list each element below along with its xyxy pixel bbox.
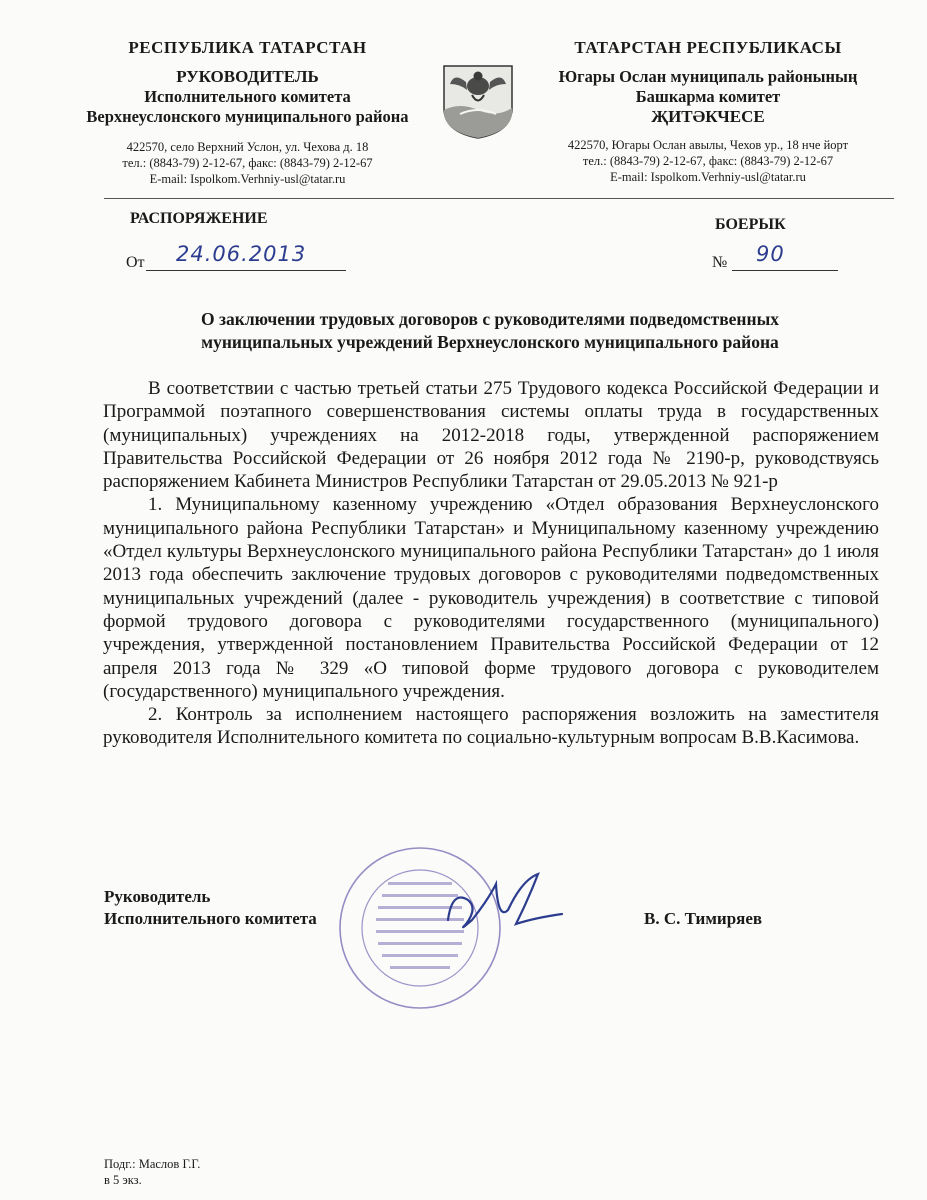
footer-copies: в 5 экз. [104, 1173, 142, 1187]
signature-position [104, 886, 317, 930]
header-right-email: E-mail: Ispolkom.Verhniy-usl@tatar.ru [610, 170, 806, 184]
header-left-head-title: РУКОВОДИТЕЛЬ [176, 67, 319, 86]
header-left-committee-2: Верхнеуслонского муниципального района [86, 107, 409, 126]
signature-name: В. С. Тимиряев [644, 909, 763, 928]
number-value: 90 [756, 242, 785, 266]
header-right-committee: Башкарма комитет [635, 87, 781, 106]
number-label: № [712, 254, 728, 271]
date-label: От [126, 254, 145, 271]
title-line-1: О заключении трудовых договоров с руководителями подведомственных [200, 309, 779, 329]
footer [104, 1156, 200, 1188]
coat-of-arms-emblem [440, 62, 516, 140]
date-underline [146, 270, 346, 271]
doc-kind-ru: РАСПОРЯЖЕНИЕ [130, 210, 268, 227]
doc-kind-tt: БОЕРЫК [715, 216, 786, 233]
document-body [103, 377, 879, 750]
number-underline [732, 270, 838, 271]
title-line-2: муниципальных учреждений Верхнеуслонского муниципального района [201, 332, 779, 352]
header-right-republic: ТАТАРСТАН РЕСПУБЛИКАСЫ [574, 38, 842, 57]
signature-position-line-1: Руководитель [104, 887, 211, 906]
header-left-email: E-mail: Ispolkom.Verhniy-usl@tatar.ru [149, 172, 346, 186]
signature-position-line-2: Исполнительного комитета [104, 909, 317, 928]
footer-prepared-by: Подг.: Маслов Г.Г. [104, 1157, 201, 1171]
header-left-committee-1: Исполнительного комитета [144, 87, 351, 106]
body-paragraph-item-2: 2. Контроль за исполнением настоящего распоряжения возложить на заместителя руководителя Исполнительного комитета по социально-культурным вопросам В.В.Касимова. [103, 704, 879, 749]
header-left-republic: РЕСПУБЛИКА ТАТАРСТАН [128, 38, 367, 57]
header-left-address: 422570, село Верхний Услон, ул. Чехова д. 18 [126, 140, 369, 154]
date-value: 24.06.2013 [176, 242, 307, 266]
header-right-head-title: ҖИТӘКЧЕСЕ [651, 107, 765, 126]
header-right-address: 422570, Югары Ослан авылы, Чехов ур., 18 нче йорт [567, 138, 849, 152]
body-paragraph-preamble: В соответствии с частью третьей статьи 275 Трудового кодекса Российской Федерации и Программой поэтапного совершенствования системы оплаты труда в государственных (муниципальных) учреждениях на 2012-2018 годы, утвержденной распоряжением Правительства Российской Федерации от 26 ноября 2012 года № 2190-р, руководствуясь распоряжением Кабинета Министров Республики Татарстан от 29.05.2013 № 921-р [103, 378, 879, 493]
header-divider [104, 198, 894, 199]
header-left [60, 38, 435, 187]
document-title [100, 308, 880, 354]
body-paragraph-item-1: 1. Муниципальному казенному учреждению «Отдел образования Верхнеуслонского муниципального района Республики Татарстан» и Муниципальному казенному учреждению «Отдел культуры Верхнеуслонского муниципального района Республики Татарстан» до 1 июля 2013 года обеспечить заключение трудовых договоров с руководителями подведомственных муниципальных учреждений (далее - руководитель учреждения) в соответствие с типовой формой трудового договора с руководителями государственного (муниципального) учреждения, утвержденной постановлением Правительства Российской Федерации от 12 апреля 2013 года № 329 «О типовой форме трудового договора с руководителем (государственного) муниципального учреждения. [103, 494, 879, 702]
header-right-phone: тел.: (8843-79) 2-12-67, факс: (8843-79) 2-12-67 [582, 154, 834, 168]
header-right [518, 38, 898, 185]
header-left-phone: тел.: (8843-79) 2-12-67, факс: (8843-79) 2-12-67 [122, 156, 373, 170]
handwritten-signature [438, 860, 568, 940]
header-right-district: Югары Ослан муниципаль районының [558, 67, 858, 86]
